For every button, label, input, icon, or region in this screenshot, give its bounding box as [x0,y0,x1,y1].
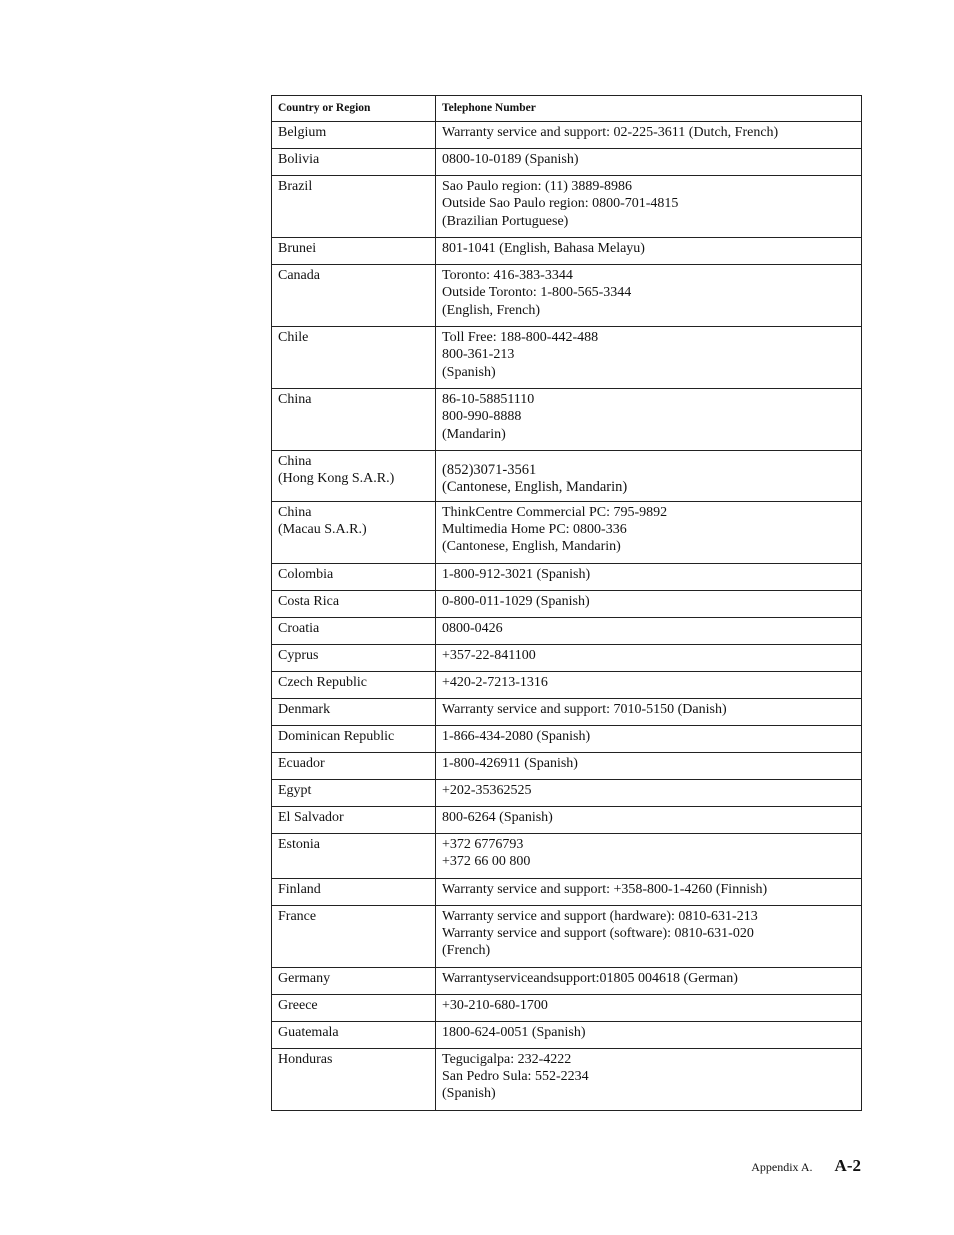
country-name: Canada [278,268,320,283]
country-name: Cyprus [278,647,319,663]
table-row [272,1048,862,1110]
table-row [272,967,862,994]
telephone-number: (852)3071-3561 (Cantonese, English, Mandarin) [442,462,628,496]
footer-label: Appendix A. [751,1160,813,1174]
table-row [272,501,862,563]
telephone-number: +372 6776793 +372 66 00 800 [442,836,531,869]
country-cell [272,725,436,752]
country-cell [272,501,436,563]
telephone-number: 0800-10-0189 (Spanish) [442,152,579,167]
telephone-number: Toronto: 416-383-3344 Outside Toronto: 1-800-565-3344 (English, French) [442,268,632,318]
table-row [272,617,862,644]
telephone-cell [436,752,862,779]
table-row [272,563,862,590]
country-name: Costa Rica [278,593,340,609]
telephone-number: +202-35362525 [442,782,532,798]
country-name: Guatemala [278,1024,339,1040]
country-name: Croatia [278,620,320,636]
telephone-number: 1-800-912-3021 (Spanish) [442,566,591,582]
telephone-cell [436,671,862,698]
telephone-number: +420-2-7213-1316 [442,674,548,690]
country-cell [272,451,436,502]
telephone-cell [436,617,862,644]
telephone-cell [436,501,862,563]
country-name: Brunei [278,241,317,256]
table-row [272,806,862,833]
country-cell [272,265,436,327]
telephone-cell [436,122,862,149]
table-row [272,265,862,327]
country-name: Egypt [278,782,312,798]
country-name: China (Macau S.A.R.) [278,504,367,537]
telephone-number: 801-1041 (English, Bahasa Melayu) [442,241,645,256]
country-cell [272,905,436,967]
telephone-number: 1800-624-0051 (Spanish) [442,1024,586,1040]
country-cell [272,238,436,265]
country-name: Honduras [278,1051,333,1067]
telephone-cell [436,644,862,671]
table-row [272,833,862,878]
country-name: Bolivia [278,152,320,167]
country-cell [272,122,436,149]
country-name: Finland [278,881,321,897]
table-row [272,327,862,389]
country-cell [272,176,436,238]
country-cell [272,779,436,806]
telephone-cell [436,327,862,389]
telephone-cell [436,265,862,327]
country-name: Brazil [278,179,313,194]
telephone-number: 1-800-426911 (Spanish) [442,755,578,771]
country-name: Denmark [278,701,331,717]
country-cell [272,833,436,878]
country-cell [272,994,436,1021]
table-row [272,698,862,725]
telephone-number: ThinkCentre Commercial PC: 795-9892 Multimedia Home PC: 0800-336 (Cantonese, English, Mandarin) [442,504,668,555]
country-cell [272,590,436,617]
country-cell [272,698,436,725]
country-name: Chile [278,330,309,345]
country-cell [272,617,436,644]
telephone-number: 0800-0426 [442,620,503,636]
telephone-cell [436,994,862,1021]
country-name: Ecuador [278,755,325,771]
country-cell [272,1021,436,1048]
table-row [272,752,862,779]
telephone-table [271,95,862,1111]
telephone-cell [436,149,862,176]
country-name: Estonia [278,836,320,852]
telephone-number: +357-22-841100 [442,647,536,663]
telephone-cell [436,1021,862,1048]
table-row [272,905,862,967]
telephone-number: Warranty service and support: 02-225-3611 (Dutch, French) [442,125,779,140]
country-cell [272,878,436,905]
telephone-cell [436,779,862,806]
telephone-cell [436,563,862,590]
country-cell [272,671,436,698]
telephone-number: 86-10-58851110 800-990-8888 (Mandarin) [442,392,535,442]
country-name: Germany [278,970,331,986]
telephone-number: 1-866-434-2080 (Spanish) [442,728,591,744]
telephone-number: Warranty service and support (hardware): 0810-631-213 Warranty service and support (software): 0810-631-020 (French) [442,908,758,959]
table-row [272,389,862,451]
header-country: Country or Region [272,96,436,122]
telephone-cell [436,698,862,725]
telephone-cell [436,1048,862,1110]
telephone-number: Warrantyserviceandsupport:01805 004618 (German) [442,970,738,986]
table-row [272,590,862,617]
page-footer [751,1156,861,1176]
page-number: A-2 [834,1156,861,1175]
telephone-cell [436,451,862,502]
country-cell [272,389,436,451]
country-name: Colombia [278,566,334,582]
table-row [272,122,862,149]
table-row [272,725,862,752]
telephone-number: 800-6264 (Spanish) [442,809,553,825]
country-name: China [278,392,312,407]
country-name: China (Hong Kong S.A.R.) [278,454,395,487]
table-row [272,779,862,806]
country-cell [272,1048,436,1110]
table-row [272,176,862,238]
telephone-cell [436,725,862,752]
country-cell [272,563,436,590]
telephone-cell [436,967,862,994]
telephone-cell [436,176,862,238]
country-cell [272,967,436,994]
telephone-number: Tegucigalpa: 232-4222 San Pedro Sula: 552-2234 (Spanish) [442,1051,589,1102]
table-row [272,149,862,176]
telephone-number: Sao Paulo region: (11) 3889-8986 Outside Sao Paulo region: 0800-701-4815 (Brazilian Portuguese) [442,179,679,229]
country-cell [272,149,436,176]
country-cell [272,806,436,833]
country-name: France [278,908,317,924]
country-name: Belgium [278,125,327,140]
telephone-number: 0-800-011-1029 (Spanish) [442,593,590,609]
table-row [272,1021,862,1048]
telephone-number: Toll Free: 188-800-442-488 800-361-213 (Spanish) [442,330,599,380]
table-row [272,644,862,671]
header-telephone: Telephone Number [436,96,862,122]
country-name: Czech Republic [278,674,368,690]
country-cell [272,327,436,389]
country-cell [272,644,436,671]
country-name: Dominican Republic [278,728,395,744]
telephone-number: +30-210-680-1700 [442,997,548,1013]
country-name: Greece [278,997,318,1013]
table-row [272,451,862,502]
telephone-cell [436,389,862,451]
table-row [272,878,862,905]
table-row [272,671,862,698]
telephone-number: Warranty service and support: +358-800-1-4260 (Finnish) [442,881,768,897]
telephone-cell [436,833,862,878]
table-row [272,994,862,1021]
telephone-cell [436,905,862,967]
telephone-number: Warranty service and support: 7010-5150 (Danish) [442,701,727,717]
telephone-cell [436,806,862,833]
table-row [272,238,862,265]
country-name: El Salvador [278,809,344,825]
country-cell [272,752,436,779]
table-body [272,122,862,1111]
table-header-row [272,96,862,122]
telephone-cell [436,878,862,905]
telephone-cell [436,238,862,265]
telephone-cell [436,590,862,617]
